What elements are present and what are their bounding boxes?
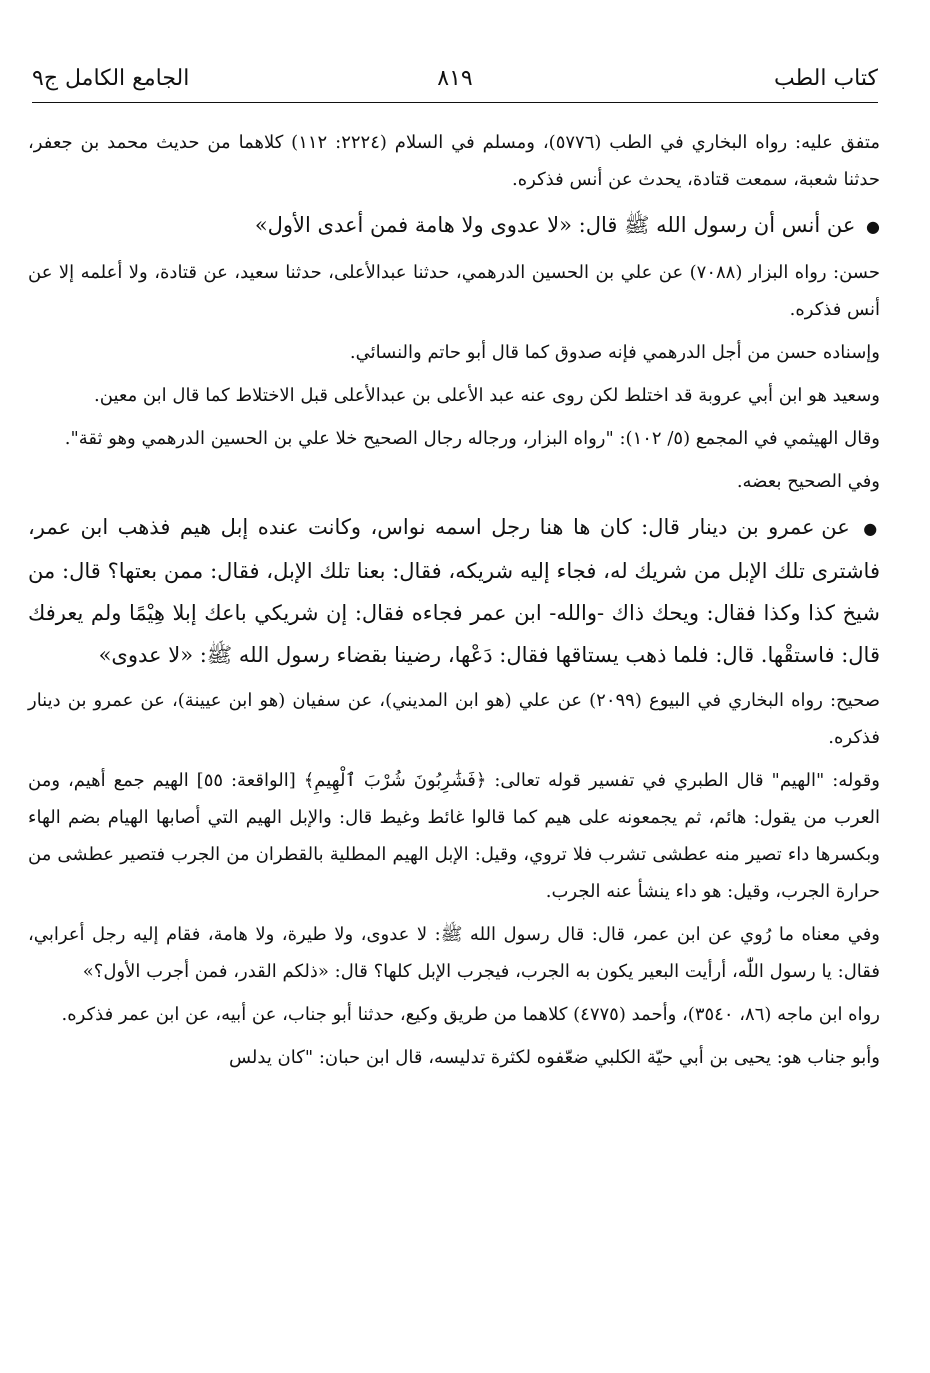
hadith-text: عن أنس أن رسول الله ﷺ قال: «لا عدوى ولا هامة فمن أعدى الأول» xyxy=(254,213,856,237)
hadith-text: عن عمرو بن دينار قال: كان ها هنا رجل اسمه نواس، وكانت عنده إبل هيم فذهب ابن عمر، فاشترى تلك الإبل من شريك له، فجاء إليه شريكه، فقال: بعنا تلك الإبل، فقال: ممن بعتها؟ قال: من شيخ كذا وكذا فقال: ويحك ذاك -والله- ابن عمر فجاءه فقال: إن شريكي باعك إبلا هِيْمًا ولم يعرفك قال: فاستقْها. قال: فلما ذهب يستاقها فقال: دَعْها، رضينا بقضاء رسول الله ﷺ: «لا عدوى» xyxy=(28,515,880,667)
page-header xyxy=(32,58,878,103)
commentary-paragraph: وقال الهيثمي في المجمع (٥/ ١٠٢): "رواه البزار، ورجاله رجال الصحيح خلا علي بن الحسين الدرهمي وهو ثقة". xyxy=(64,428,880,449)
book-title: كتاب الطب xyxy=(774,66,878,91)
commentary-paragraph: وفي معناه ما رُوي عن ابن عمر، قال: قال رسول الله ﷺ: لا عدوى، ولا طيرة، ولا هامة، فقام إليه رجل أعرابي، فقال: يا رسول اللّٰه، أرأيت البعير يكون به الجرب، فيجرب الإبل كلها؟ قال: «ذلكم القدر، فمن أجرب الأول؟» xyxy=(28,924,880,982)
bullet-icon: ● xyxy=(866,217,880,236)
page-number: ٨١٩ xyxy=(437,66,473,91)
commentary-paragraph: وأبو جناب هو: يحيى بن أبي حيّة الكلبي ضعّفوه لكثرة تدليسه، قال ابن حبان: "كان يدلس xyxy=(228,1047,880,1068)
commentary-paragraph: وإسناده حسن من أجل الدرهمي فإنه صدوق كما قال أبو حاتم والنسائي. xyxy=(349,342,880,363)
commentary-paragraph: وفي الصحيح بعضه. xyxy=(736,471,880,492)
page-body xyxy=(28,124,880,1082)
takhrij-paragraph: رواه ابن ماجه (٨٦، ٣٥٤٠)، وأحمد (٤٧٧٥) كلاهما من طريق وكيع، حدثنا أبو جناب، عن أبيه، عن ابن عمر فذكره. xyxy=(61,1004,880,1025)
takhrij-paragraph: متفق عليه: رواه البخاري في الطب (٥٧٧٦)، ومسلم في السلام (٢٢٢٤: ١١٢) كلاهما من حديث محمد بن جعفر، حدثنا شعبة، سمعت قتادة، يحدث عن أنس فذكره. xyxy=(28,132,880,190)
bullet-icon: ● xyxy=(863,519,880,538)
hadith-paragraph xyxy=(28,506,880,676)
commentary-paragraph: وسعيد هو ابن أبي عروبة قد اختلط لكن روى عنه عبد الأعلى بن عبدالأعلى قبل الاختلاط كما قال ابن معين. xyxy=(94,385,880,406)
takhrij-paragraph: حسن: رواه البزار (٧٠٨٨) عن علي بن الحسين الدرهمي، حدثنا عبدالأعلى، حدثنا سعيد، عن قتادة، ولا أعلمه إلا عن أنس فذكره. xyxy=(28,262,880,320)
hadith-paragraph xyxy=(28,204,880,248)
takhrij-paragraph: صحيح: رواه البخاري في البيوع (٢٠٩٩) عن علي (هو ابن المديني)، عن سفيان (هو ابن عيينة)، عن عمرو بن دينار فذكره. xyxy=(28,690,881,748)
commentary-paragraph: وقوله: "الهيم" قال الطبري في تفسير قوله تعالى: ﴿فَشَٰرِبُونَ شُرْبَ ٱلْهِيمِ﴾ [الواقعة: ٥٥] الهيم جمع أهيم، ومن العرب من يقول: هائم، ثم يجمعونه على هيم كما قالوا غائط وغيط قال: والإبل الهيم التي أصابها الهيام بضم الهاء وبكسرها داء تصير منه عطشى تشرب فلا تروي، وقيل: الإبل الهيم المطلية بالقطران من الجرب فتصير عطشى من حرارة الجرب، وقيل: هو داء ينشأ عنه الجرب. xyxy=(28,770,881,902)
series-title: الجامع الكامل ج٩ xyxy=(32,66,190,91)
